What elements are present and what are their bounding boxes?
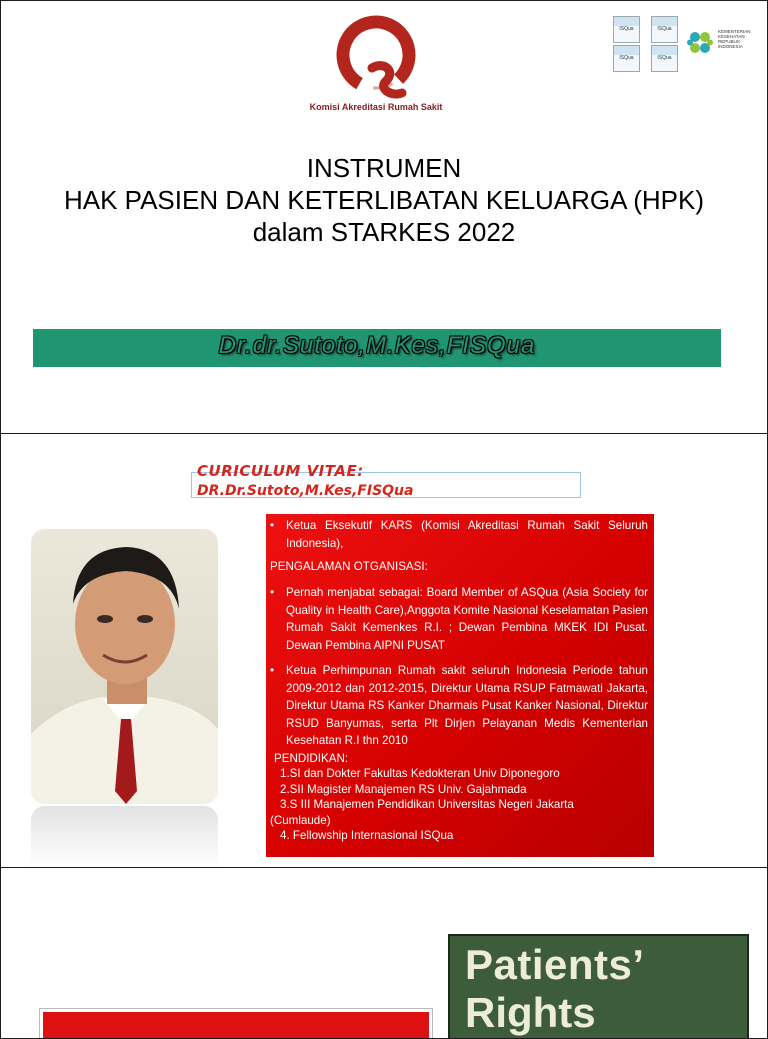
list-item: 2.SII Magister Manajemen RS Univ. Gajahmada	[280, 782, 527, 796]
section-heading: PENGALAMAN OTGANISASI:	[270, 560, 428, 573]
education-list	[270, 766, 662, 844]
presenter-photo	[31, 529, 218, 804]
list-item: (Cumlaude)	[270, 813, 331, 827]
slide-title	[0, 0, 768, 434]
cv-name: DR.Dr.Sutoto,M.Kes,FISQua	[197, 483, 414, 499]
title-line-2: HAK PASIEN DAN KETERLIBATAN KELUARGA (HPK)	[63, 185, 705, 215]
title-line-1: INSTRUMEN	[306, 153, 462, 183]
kemenkes-text: KEMENTERIAN KESEHATAN REPUBLIK INDONESIA	[718, 29, 751, 49]
book-cover	[448, 934, 749, 1039]
slide-cv	[0, 433, 768, 868]
list-item: • Pernah menjabat sebagai: Board Member of ASQua (Asia Society for Quality in Health Care),Anggota Komite Nasional Keselamatan Pasien Rumah Sakit Kemenkes R.I. ; Dewan Pembina MKEK IDI Pusat. Dewan Pembina AIPNI PUSAT	[270, 586, 648, 652]
presenter-bar	[33, 329, 721, 367]
logo-caption: Komisi Akreditasi Rumah Sakit	[309, 102, 443, 112]
list-item: • Ketua Perhimpunan Rumah sakit seluruh Indonesia Periode tahun 2009-2012 dan 2012-2015, Direktur Utama RSUP Fatmawati Jakarta, Direktur Utama RS Kanker Dharmais Pusat Kanker Nasional, Direktur RSUD Banyumas, serta Plt Dirjen Pelayanan Medis Kementerian Kesehatan R.I thn 2010	[270, 664, 648, 747]
section-heading: PENDIDIKAN:	[274, 752, 349, 765]
isqua-badge: ISQua	[651, 45, 678, 72]
isqua-badge: ISQua	[651, 16, 678, 43]
photo-reflection	[31, 806, 218, 868]
book-title-line-1: Patients’	[465, 941, 645, 988]
presenter-name: Dr.dr.Sutoto,M.Kes,FISQua	[218, 332, 536, 359]
isqua-badge: ISQua	[613, 45, 640, 72]
cv-details-box	[266, 514, 654, 857]
book-title-line-2: Rights	[465, 989, 596, 1036]
kemenkes-icon	[685, 29, 717, 57]
list-item: 4. Fellowship Internasional ISQua	[280, 829, 454, 842]
cv-title: CURICULUM VITAE:	[197, 462, 364, 480]
slide-patients-rights	[0, 867, 768, 1039]
list-item: 3.S III Manajemen Pendidikan Universitas Negeri Jakarta	[280, 798, 574, 811]
list-item: • Ketua Eksekutif KARS (Komisi Akreditasi Rumah Sakit Seluruh Indonesia),	[270, 519, 648, 550]
kemenkes-logo	[685, 29, 765, 57]
isqua-badge: ISQua	[613, 16, 640, 43]
title-line-3: dalam STARKES 2022	[252, 217, 516, 247]
list-item: 1.SI dan Dokter Fakultas Kedokteran Univ Diponegoro	[280, 767, 560, 780]
